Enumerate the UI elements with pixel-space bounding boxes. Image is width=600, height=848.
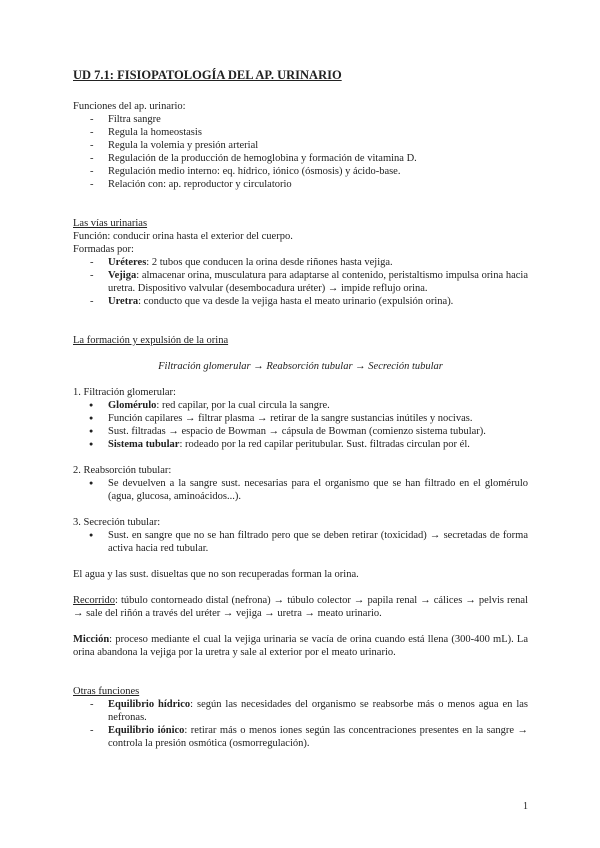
term: Equilibrio hídrico: [108, 699, 191, 710]
list-item: - Filtra sangre: [73, 113, 528, 126]
list-item: - Relación con: ap. reproductor y circulatorio: [73, 178, 528, 191]
step2-heading: 2. Reabsorción tubular:: [73, 465, 172, 476]
definition: : rodeado por la red capilar peritubular. Sust. filtradas circulan por él.: [179, 439, 470, 450]
otras-list: [73, 698, 528, 750]
document-title: UD 7.1: FISIOPATOLOGÍA DEL AP. URINARIO: [73, 68, 342, 82]
functions-heading: Funciones del ap. urinario:: [73, 101, 186, 112]
list-item: [73, 724, 528, 750]
list-item: ● Se devuelven a la sangre sust. necesarias para el organismo que se han filtrado en el glomérulo (agua, glucosa, aminoácidos...).: [73, 477, 528, 503]
page-number: 1: [523, 801, 528, 812]
definition: : según las necesidades del organismo se reabsorbe más o menos agua en las nefronas.: [108, 699, 528, 723]
term: Equilibrio iónico: [108, 725, 185, 736]
list-item: [73, 698, 528, 724]
list-item: [73, 412, 528, 425]
list-item: - Regulación de la producción de hemoglobina y formación de vitamina D.: [73, 152, 528, 165]
term: Uretra: [108, 296, 139, 307]
miccion-text: : proceso mediante el cual la vejiga urinaria se vacía de orina cuando está llena (300-400 mL). La orina abandona la vejiga por la uretra y sale al exterior por el meato urinario.: [73, 634, 528, 658]
vias-function: Función: conducir orina hasta el exterior del cuerpo.: [73, 231, 293, 242]
recorrido-paragraph: [73, 594, 528, 620]
step3-heading: 3. Secreción tubular:: [73, 517, 161, 528]
definition: Función capilares → filtrar plasma → retirar de la sangre sustancias inútiles y nocivas.: [108, 413, 473, 424]
definition: : almacenar orina, musculatura para adaptarse al contenido, peristaltismo impulsa orina hacia uretra. Dispositivo valvular (desembocadura uréter) → impide reflujo orina.: [108, 270, 528, 294]
definition: : 2 tubos que conducen la orina desde riñones hasta vejiga.: [146, 257, 393, 268]
miccion-label: Micción: [73, 634, 110, 645]
recorrido-label: Recorrido: [73, 595, 115, 606]
step3-list: [73, 529, 528, 555]
otras-heading: Otras funciones: [73, 686, 140, 697]
flow-line: Filtración glomerular → Reabsorción tubular → Secreción tubular: [158, 361, 443, 372]
vias-heading: Las vías urinarias: [73, 218, 148, 229]
list-item: [73, 438, 528, 451]
definition: : conducto que va desde la vejiga hasta el meato urinario (expulsión orina).: [138, 296, 454, 307]
recorrido-text: : túbulo contorneado distal (nefrona) → túbulo colector → papila renal → cálices → pelvis renal → sale del riñón a través del uréter → vejiga → uretra → meato urinario.: [73, 595, 528, 619]
agua-paragraph: El agua y las sust. disueltas que no son recuperadas forman la orina.: [73, 569, 359, 580]
list-item: - Regula la homeostasis: [73, 126, 528, 139]
functions-list: [73, 113, 528, 191]
step2-list: [73, 477, 528, 503]
step1-heading: 1. Filtración glomerular:: [73, 387, 176, 398]
list-item: [73, 256, 528, 269]
list-item: [73, 295, 528, 308]
term: Glomérulo: [108, 400, 157, 411]
miccion-paragraph: [73, 633, 528, 659]
list-item: - Regulación medio interno: eq. hídrico, iónico (ósmosis) y ácido-base.: [73, 165, 528, 178]
definition: : retirar más o menos iones según las concentraciones presentes en la sangre → controla la presión osmótica (osmorregulación).: [108, 725, 528, 749]
term: Vejiga: [108, 270, 137, 281]
term: Uréteres: [108, 257, 147, 268]
definition: : red capilar, por la cual circula la sangre.: [156, 400, 330, 411]
vias-formadas: Formadas por:: [73, 244, 134, 255]
list-item: - Regula la volemia y presión arterial: [73, 139, 528, 152]
document-page: [73, 68, 528, 750]
term: Sistema tubular: [108, 439, 180, 450]
list-item: [73, 399, 528, 412]
list-item: [73, 425, 528, 438]
vias-list: [73, 256, 528, 308]
step1-list: [73, 399, 528, 451]
definition: Sust. filtradas → espacio de Bowman → cápsula de Bowman (comienzo sistema tubular).: [108, 426, 486, 437]
list-item: ● Sust. en sangre que no se han filtrado pero que se deben retirar (toxicidad) → secretadas de forma activa hacia red tubular.: [73, 529, 528, 555]
list-item: [73, 269, 528, 295]
formacion-heading: La formación y expulsión de la orina: [73, 335, 229, 346]
